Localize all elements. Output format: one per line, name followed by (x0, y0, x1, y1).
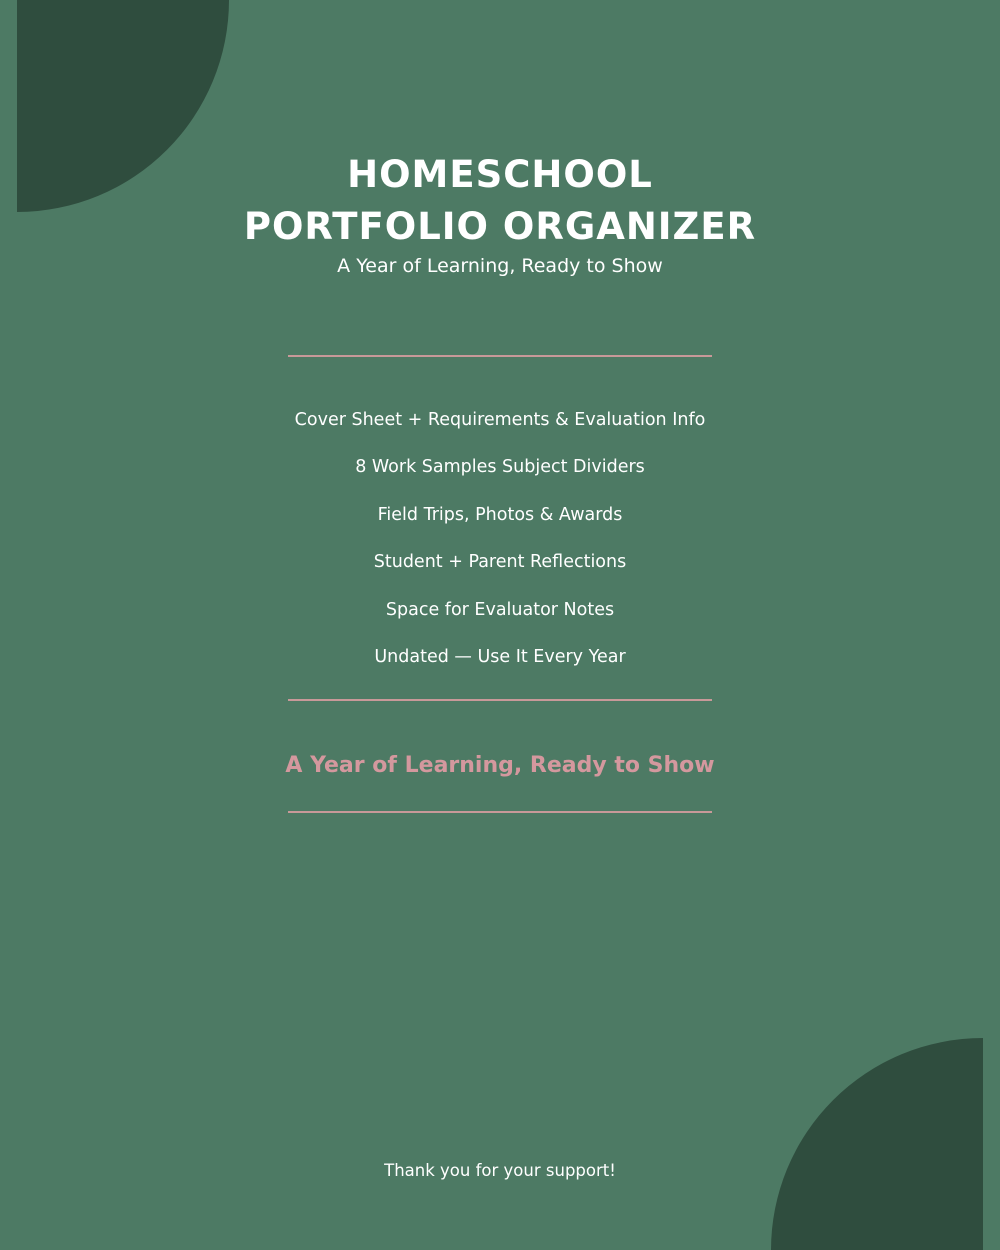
tagline: A Year of Learning, Ready to Show (285, 753, 715, 778)
feature-list (0, 397, 1000, 681)
page-title-line-2: PORTFOLIO ORGANIZER (243, 205, 757, 248)
divider-bottom (288, 811, 712, 813)
feature-item: 8 Work Samples Subject Dividers (355, 457, 645, 478)
feature-item: Undated — Use It Every Year (374, 646, 626, 667)
divider-middle (288, 699, 712, 701)
corner-decoration-bottom-right (771, 1038, 983, 1250)
feature-item: Space for Evaluator Notes (385, 599, 615, 620)
divider-top (288, 355, 712, 357)
page-title-line-1: HOMESCHOOL (347, 153, 653, 196)
feature-item: Cover Sheet + Requirements & Evaluation Info (294, 410, 706, 430)
feature-item: Field Trips, Photos & Awards (377, 504, 623, 525)
page-subtitle: A Year of Learning, Ready to Show (337, 255, 663, 277)
thank-you-note: Thank you for your support! (384, 1161, 616, 1180)
feature-item: Student + Parent Reflections (373, 552, 627, 573)
